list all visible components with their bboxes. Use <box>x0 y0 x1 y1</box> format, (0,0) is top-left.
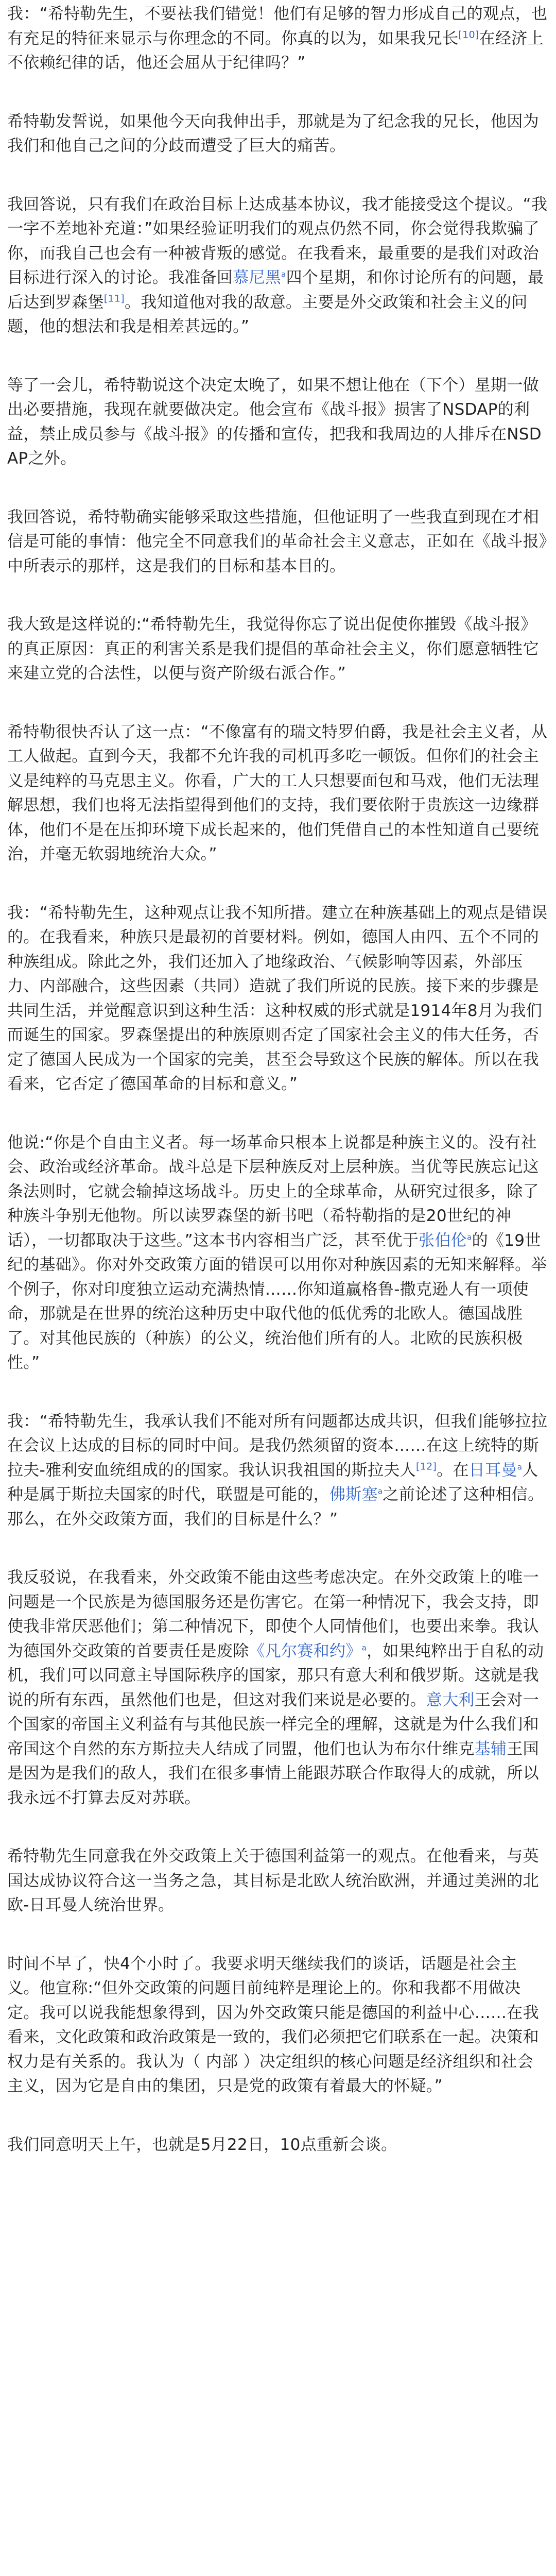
paragraph-text: 我们同意明天上午，也就是5月22日，10点重新会谈。 <box>7 2135 397 2154</box>
paragraph-text: 我：“希特勒先生，这种观点让我不知所措。建立在种族基础上的观点是错误的。在我看来，种族只是最初的首要材料。例如，德国人由四、五个不同的种族组成。除此之外，我们还加入了地缘政治、气候影响等因素，外部压力、内部融合，这些因素（共同）造就了我们所说的民族。接下来的步骤是共同生活，并觉醒意识到这种生活：这种权威的形式就是1914年8月为我们而诞生的国家。罗森堡提出的种族原则否定了国家社会主义的伟大任务，否定了德国人民成为一个国家的完美，甚至会导致这个民族的解体。所以在我看来，它否定了德国革命的目标和意义。” <box>7 903 548 1093</box>
article-paragraph <box>7 720 549 867</box>
note-marker-link[interactable]: a <box>467 1232 472 1242</box>
paragraph-text: 。我知道他对我的敌意。主要是外交政策和社会主义的问题，他的想法和我是相差甚远的。” <box>7 293 528 336</box>
article-paragraph <box>7 1844 549 1918</box>
citation-link[interactable]: [10] <box>458 29 479 41</box>
note-marker-link[interactable]: a <box>361 1643 367 1653</box>
paragraph-text: 在经济上不依赖纪律的话，他还会屈从于纪律吗？” <box>7 29 544 72</box>
note-marker-link[interactable]: a <box>517 1462 523 1472</box>
article-body <box>7 0 549 2191</box>
article-paragraph <box>7 901 549 1097</box>
paragraph-text: 等了一会儿，希特勒说这个决定太晚了，如果不想让他在（下个）星期一做出必要措施，我现在就要做决定。他会宣布《战斗报》损害了NSDAP的利益，禁止成员参与《战斗报》的传播和宣传，把我和我周边的人排斥在NSDAP之外。 <box>7 376 542 468</box>
article-paragraph <box>7 374 549 471</box>
paragraph-text: 时间不早了，快4个小时了。我要求明天继续我们的谈话，话题是社会主义。他宣称:“但外交政策的问题目前纯粹是理论上的。你和我都不用做决定。我可以说我能想象得到，因为外交政策只能是德国的利益中心……在我看来，文化政策和政治政策是一致的，我们必须把它们联系在一起。决策和权力是有关系的。我认为（ 内部 ）决定组织的核心问题是经济组织和社会主义，因为它是自由的集团，只是党的政策有着最大的怀疑。” <box>7 1954 539 2095</box>
article-paragraph <box>7 110 549 159</box>
article-paragraph <box>7 1131 549 1376</box>
note-marker-link[interactable]: a <box>377 1486 383 1496</box>
inline-link[interactable]: 日耳曼 <box>468 1461 517 1480</box>
paragraph-text: 我反驳说，在我看来，外交政策不能由这些考虑决定。在外交政策上的唯一问题是一个民族是为德国服务还是伤害它。在第一种情况下，我会支持，即使我非常厌恶他们；第二种情况下，即使个人同情他们，也要出来拳。我认为德国外交政策的首要责任是废除 <box>7 1568 539 1660</box>
paragraph-text: 我回答说，希特勒确实能够采取这些措施，但他证明了一些我直到现在才相信是可能的事情：他完全不同意我们的革命社会主义意志，正如在《战斗报》中所表示的那样，这是我们的目标和基本目的。 <box>7 507 547 575</box>
article-paragraph <box>7 613 549 686</box>
paragraph-text: 王国是因为是我们的敌人，我们在很多事情上能跟苏联合作取得大的成就，所以我永远不打算去反对苏联。 <box>7 1739 539 1807</box>
article-paragraph <box>7 505 549 579</box>
paragraph-text: 我：“希特勒先生，我承认我们不能对所有问题都达成共识，但我们能够拉拉在会议上达成的目标的同时中间。是我仍然须留的资本……在这上统特的斯拉夫-雅利安血统组成的的国家。我认识我祖国的斯拉夫人 <box>7 1412 548 1480</box>
article-paragraph <box>7 193 549 340</box>
paragraph-text: 。在 <box>437 1461 469 1480</box>
citation-link[interactable]: [11] <box>103 293 125 304</box>
article-paragraph <box>7 2133 549 2158</box>
inline-link[interactable]: 佛斯塞 <box>329 1485 378 1504</box>
paragraph-text: 之前论述了这种相信。那么，在外交政策方面，我们的目标是什么？” <box>7 1485 544 1529</box>
article-paragraph <box>7 2 549 76</box>
inline-link[interactable]: 慕尼黑 <box>233 268 282 287</box>
paragraph-text: 希特勒发誓说，如果他今天向我伸出手，那就是为了纪念我的兄长，他因为我们和他自己之间的分歧而遭受了巨大的痛苦。 <box>7 112 539 155</box>
article-paragraph <box>7 1566 549 1810</box>
inline-link[interactable]: 张伯伦 <box>419 1231 467 1250</box>
paragraph-text: 我大致是这样说的:“希特勒先生，我觉得你忘了说出促使你摧毁《战斗报》的真正原因：真正的利害关系是我们提倡的革命社会主义，你们愿意牺牲它来建立党的合法性，以便与资产阶级右派合作。” <box>7 615 539 683</box>
paragraph-text: 他说:“你是个自由主义者。每一场革命只根本上说都是种族主义的。没有社会、政治或经济革命。战斗总是下层种族反对上层种族。当优等民族忘记这条法则时，它就会输掉这场战斗。历史上的全球革命，从研究过很多，除了种族斗争别无他物。所以读罗森堡的新书吧（希特勒指的是20世纪的神话），一切都取决于这些。”这本书内容相当广泛，甚至优于 <box>7 1133 539 1250</box>
article-paragraph <box>7 1410 549 1532</box>
citation-link[interactable]: [12] <box>415 1461 437 1472</box>
paragraph-text: 我：“希特勒先生，不要袪我们错觉！他们有足够的智力形成自己的观点，也有充足的特征来显示与你理念的不同。你真的以为，如果我兄长 <box>7 5 548 48</box>
paragraph-text: 王会对一个国家的帝国主义利益有与其他民族一样完全的理解，这就是为什么我们和帝国这个自然的东方斯拉夫人结成了同盟，他们也认为布尔什维克 <box>7 1690 539 1758</box>
paragraph-text: 希特勒先生同意我在外交政策上关于德国利益第一的观点。在他看来，与英国达成协议符合这一当务之急，其目标是北欧人统治欧洲，并通过美洲的北欧-日耳曼人统治世界。 <box>7 1847 539 1914</box>
paragraph-text: ，如果纯粹出于自私的动机，我们可以同意主导国际秩序的国家，那只有意大利和俄罗斯。这就是我说的所有东西，虽然他们也是，但这对我们来说是必要的。 <box>7 1641 544 1709</box>
paragraph-text: 希特勒很快否认了这一点：“不像富有的瑞文特罗伯爵，我是社会主义者，从工人做起。直到今天，我都不允许我的司机再多吃一顿饭。但你们的社会主义是纯粹的马克思主义。你看，广大的工人只想要面包和马戏，他们无法理解思想，我们也将无法指望得到他们的支持，我们要依附于贵族这一边缘群体，他们不是在压抑环境下成长起来的，他们凭借自己的本性知道自己要统治，并毫无软弱地统治大众。” <box>7 722 548 863</box>
inline-link[interactable]: 基辅 <box>474 1739 507 1758</box>
article-paragraph <box>7 1952 549 2099</box>
note-marker-link[interactable]: a <box>281 269 286 279</box>
paragraph-text: 我回答说，只有我们在政治目标上达成基本协议，我才能接受这个提议。“我一字不差地补充道：”如果经验证明我们的观点仍然不同，你会觉得我欺骗了你，而我自己也会有一种被背叛的感觉。在我看来，最重要的是我们对政治目标进行深入的讨论。我准备回 <box>7 195 548 287</box>
inline-link[interactable]: 《凡尔赛和约》 <box>249 1641 362 1660</box>
inline-link[interactable]: 意大利 <box>426 1690 475 1709</box>
paragraph-text: 的《19世纪的基础》。你对外交政策方面的错误可以用你对种族因素的无知来解释。举个例子，你对印度独立运动充满热情……你知道赢格鲁-撒克逊人有一项使命，那就是在世界的统治这种历史中取代他的低优秀的北欧人。德国战胜了。对其他民族的（种族）的公义，统治他们所有的人。北欧的民族积极性。” <box>7 1231 547 1372</box>
paragraph-text: 人种是属于斯拉夫国家的时代，联盟是可能的， <box>7 1461 538 1504</box>
paragraph-text: 四个星期，和你讨论所有的问题，最后达到罗森堡 <box>7 268 544 312</box>
